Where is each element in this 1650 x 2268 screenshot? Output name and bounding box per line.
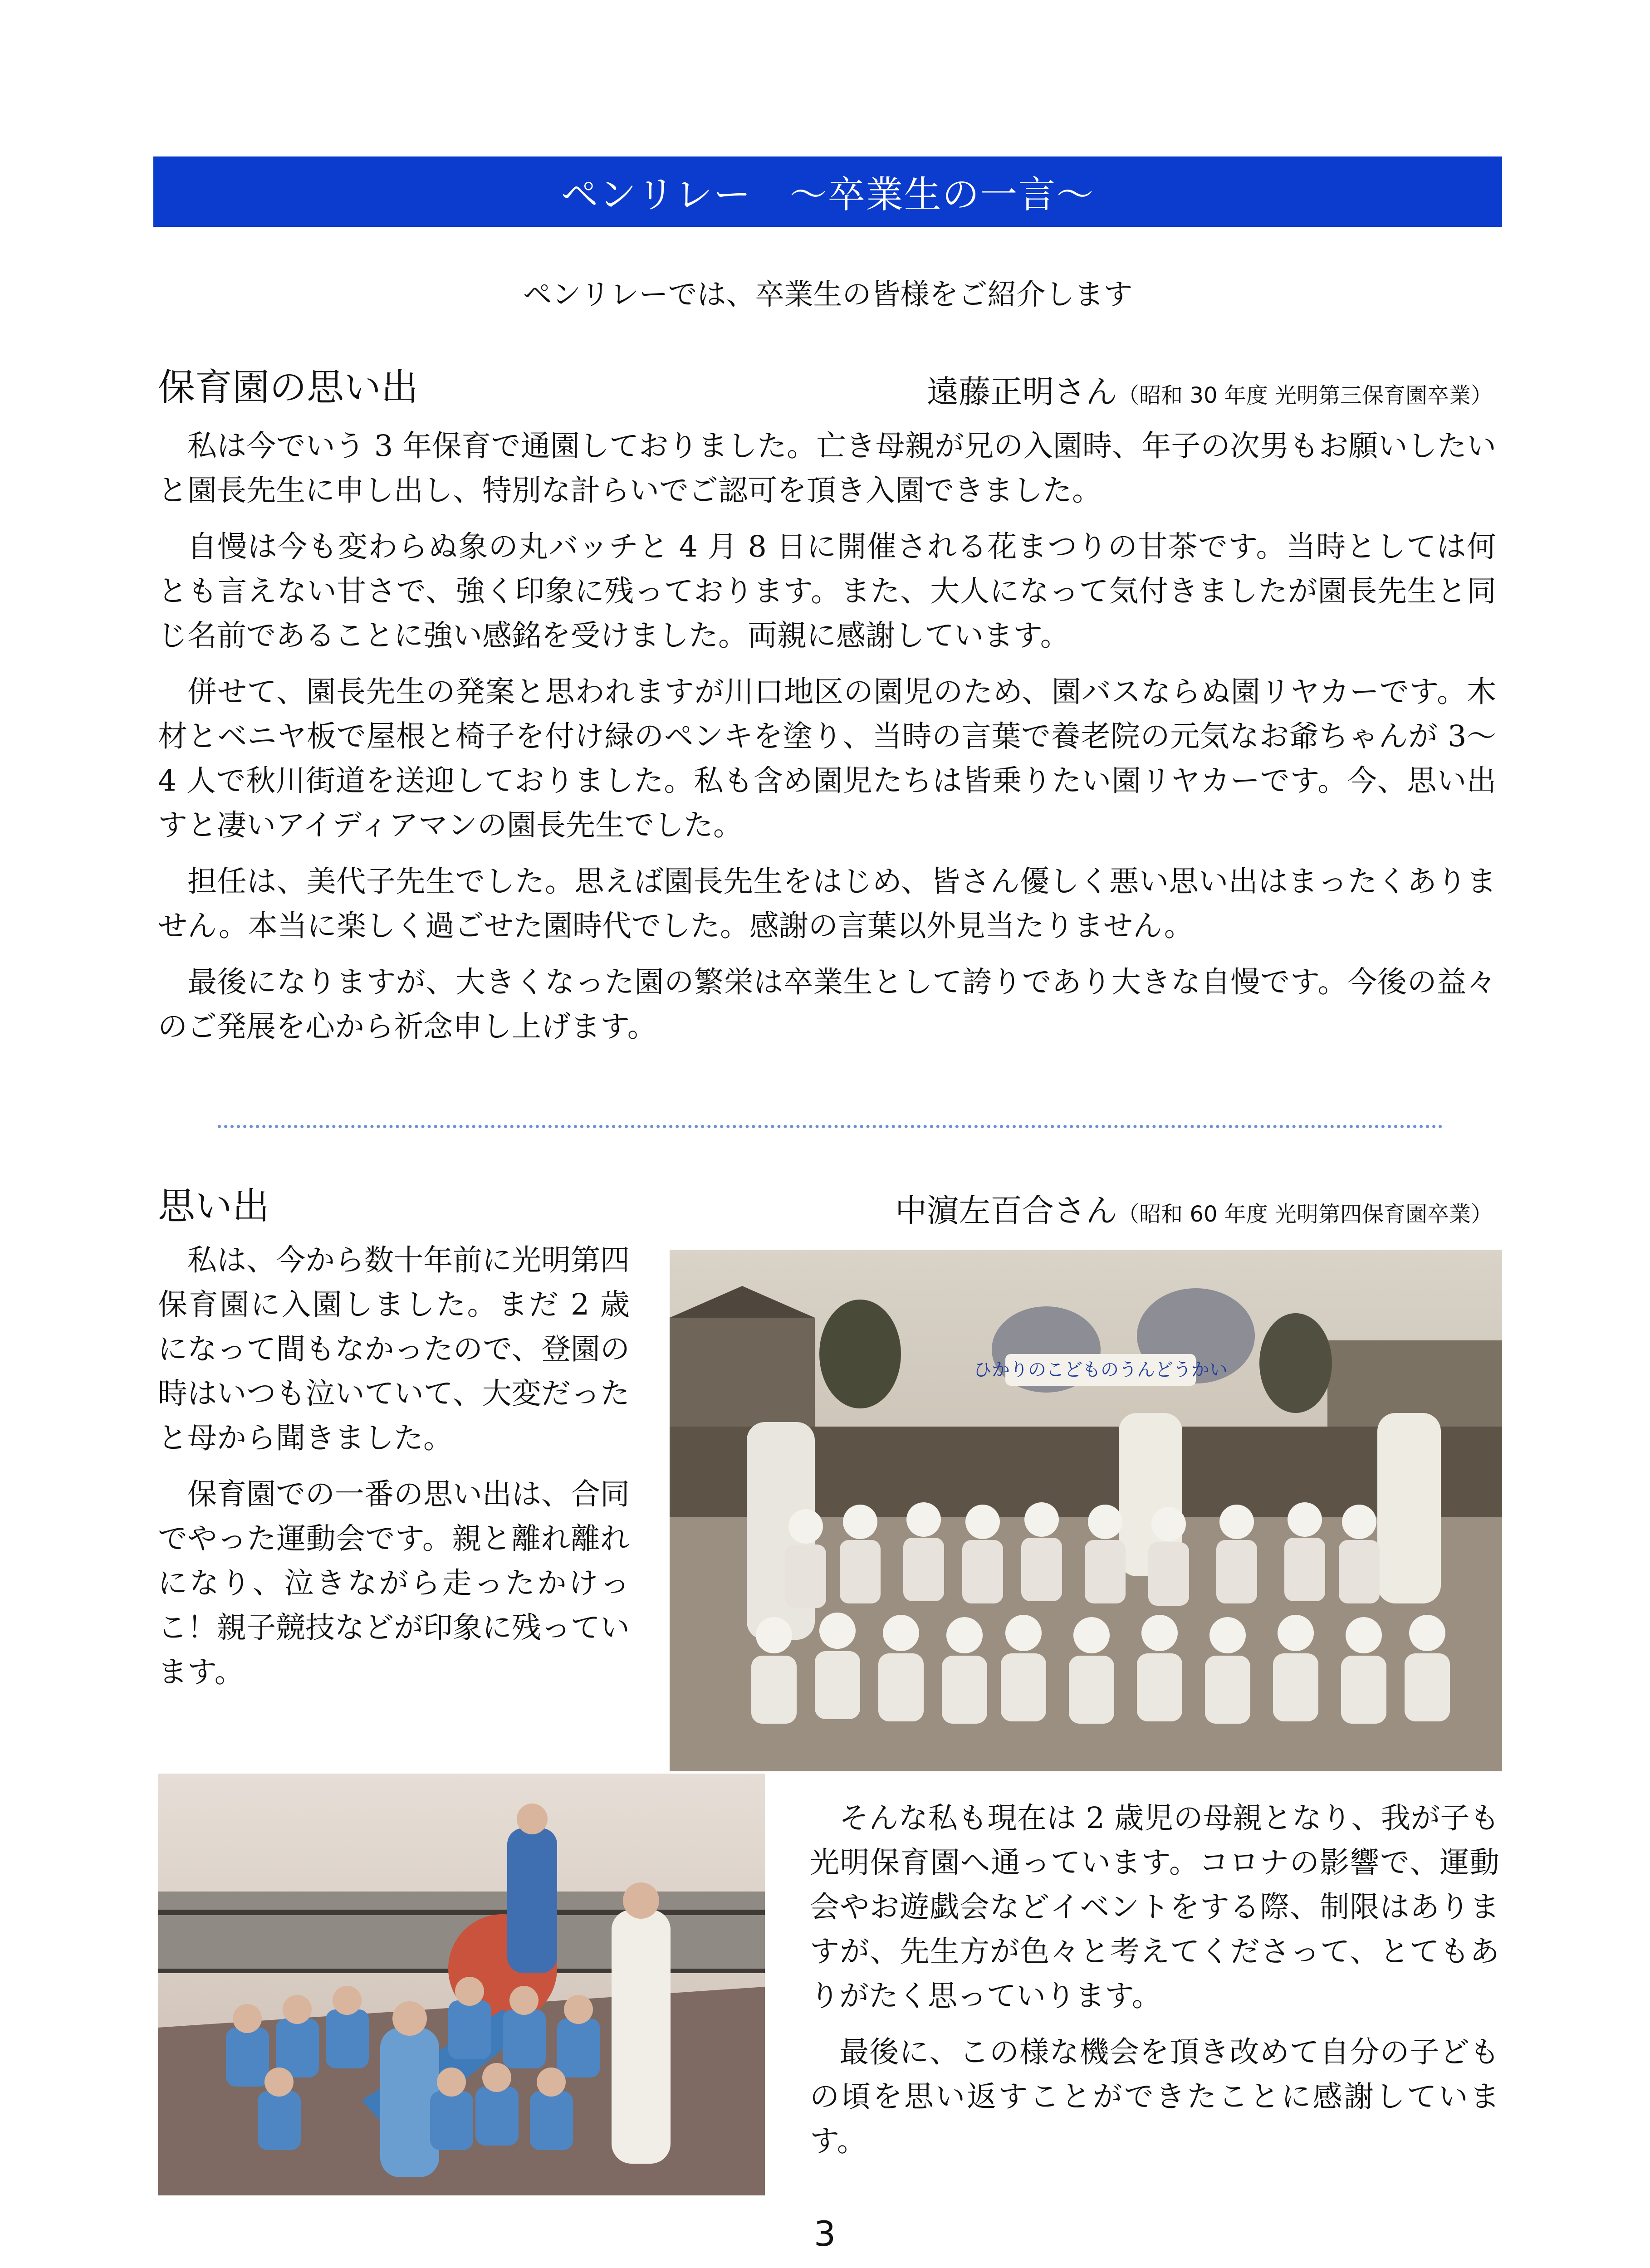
section1-paragraph: 担任は、美代子先生でした。思えば園長先生をはじめ、皆さん優しく悪い思い出はまったくありません。本当に楽しく過ごせた園時代でした。感謝の言葉以外見当たりません。 — [158, 865, 1496, 943]
section1-body — [158, 424, 1496, 1061]
sports-day-group-photo — [670, 1250, 1502, 1771]
rooftop-class-photo — [158, 1774, 765, 2195]
section2-paragraph: 最後に、この様な機会を頂き改めて自分の子どもの頃を思い返すことができたことに感謝しています。 — [810, 2035, 1499, 2158]
photo-sign-text: ひかりのこどものうんどうかい — [974, 1359, 1228, 1380]
section1-paragraph: 私は今でいう 3 年保育で通園しておりました。亡き母親が兄の入園時、年子の次男もお願いしたいと園長先生に申し出し、特別な計らいでご認可を頂き入園できました。 — [158, 429, 1496, 508]
section2-author-line — [681, 1185, 1493, 1231]
section1-author-note: （昭和 30 年度 光明第三保育園卒業） — [1117, 383, 1493, 408]
section2-paragraph: そんな私も現在は 2 歳児の母親となり、我が子も光明保育園へ通っています。コロナの影響で、運動会やお遊戯会などイベントをする際、制限はありますが、先生方が色々と考えてくださって、とてもありがたく思っていります。 — [810, 1801, 1499, 2013]
header-banner — [153, 156, 1502, 227]
section1-paragraph: 併せて、園長先生の発案と思われますが川口地区の園児のため、園バスならぬ園リヤカーです。木材とベニヤ板で屋根と椅子を付け緑のペンキを塗り、当時の言葉で養老院の元気なお爺ちゃんが 3～4 人で秋川街道を送迎しておりました。私も含め園児たちは皆乗りたい園リヤカーです。今、思い出すと凄いアイディアマンの園長先生でした。 — [158, 675, 1496, 842]
section2-author-note: （昭和 60 年度 光明第四保育園卒業） — [1117, 1202, 1493, 1227]
section2-paragraph: 私は、今から数十年前に光明第四保育園に入園しました。まだ 2 歳になって間もなかったので、登園の時はいつも泣いていて、大変だったと母から聞きました。 — [158, 1243, 630, 1455]
section1-paragraph: 自慢は今も変わらぬ象の丸バッチと 4 月 8 日に開催される花まつりの甘茶です。当時としては何とも言えない甘さで、強く印象に残っております。また、大人になって気付きましたが園長先生と同じ名前であることに強い感銘を受けました。両親に感謝しています。 — [158, 530, 1496, 653]
section1-title: 保育園の思い出 — [158, 366, 419, 409]
intro-text: ペンリレーでは、卒業生の皆様をご紹介します — [523, 278, 1133, 312]
section2-body-right — [810, 1796, 1499, 2175]
page-title: ペンリレー ～卒業生の一言～ — [561, 173, 1095, 216]
section2-title: 思い出 — [158, 1185, 270, 1228]
section1-author-line — [681, 367, 1493, 412]
page-number: 3 — [813, 2214, 836, 2254]
section2-author: 中濵左百合さん — [895, 1192, 1118, 1229]
section2-body-left — [158, 1238, 630, 1706]
section1-author: 遠藤正明さん — [927, 373, 1118, 411]
section1-paragraph: 最後になりますが、大きくなった園の繁栄は卒業生として誇りであり大きな自慢です。今後の益々のご発展を心から祈念申し上げます。 — [158, 965, 1496, 1044]
section-divider — [218, 1125, 1443, 1128]
section2-paragraph: 保育園での一番の思い出は、合同でやった運動会です。親と離れ離れになり、泣きながら走ったかけっこ！親子競技などが印象に残っています。 — [158, 1477, 630, 1689]
